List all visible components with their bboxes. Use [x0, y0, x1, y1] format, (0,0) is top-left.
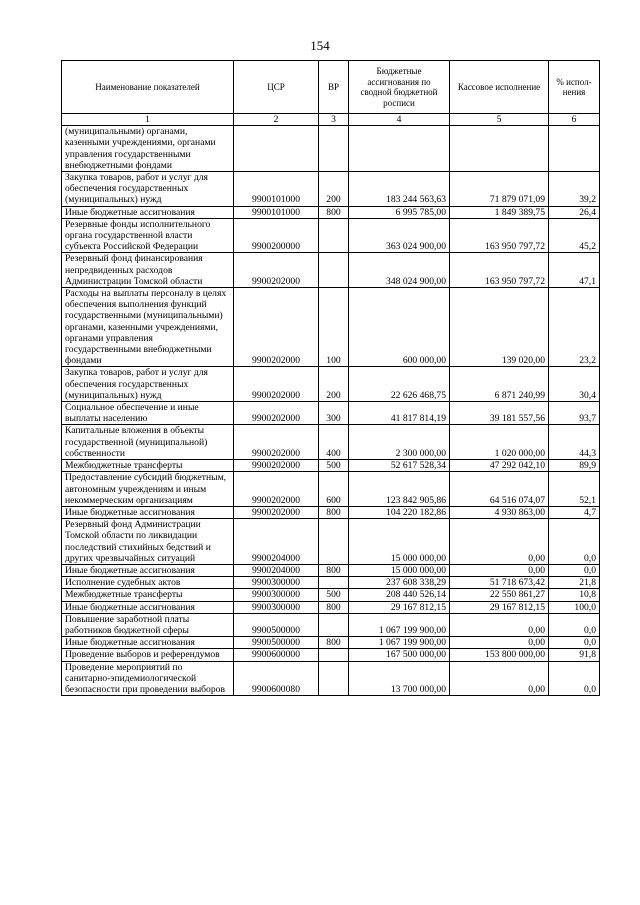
row-name: Закупка товаров, работ и услуг для обеспечения государственных (муниципальных) нужд [62, 172, 234, 207]
table-row [62, 206, 600, 218]
table-row [62, 649, 600, 661]
table-row [62, 172, 600, 207]
row-cash: 39 181 557,56 [450, 402, 549, 425]
row-cash: 139 020,00 [450, 288, 549, 367]
row-name: Иные бюджетные ассигнования [62, 506, 234, 518]
row-budget: 208 440 526,14 [349, 589, 450, 601]
row-cash: 64 516 074,07 [450, 472, 549, 507]
table-row [62, 425, 600, 460]
row-vr [319, 649, 349, 661]
row-budget: 363 024 900,00 [349, 218, 450, 253]
row-cash: 163 950 797,72 [450, 253, 549, 288]
row-name: Иные бюджетные ассигнования [62, 637, 234, 649]
row-vr [319, 577, 349, 589]
row-budget: 123 842 905,86 [349, 472, 450, 507]
row-csr [234, 126, 319, 172]
row-name: Исполнение судебных актов [62, 577, 234, 589]
row-csr: 9900600080 [234, 661, 319, 696]
row-vr: 100 [319, 288, 349, 367]
row-csr: 9900204000 [234, 519, 319, 565]
row-cash: 0,00 [450, 564, 549, 576]
row-budget: 1 067 199 900,00 [349, 613, 450, 636]
row-budget: 15 000 000,00 [349, 564, 450, 576]
row-name: Расходы на выплаты персоналу в целях обеспечения выполнения функций государственными (муниципальными) органами, казенными учреждениями, органами управления государственными внебюджетными фондами [62, 288, 234, 367]
row-csr: 9900600000 [234, 649, 319, 661]
row-vr: 800 [319, 637, 349, 649]
row-vr: 800 [319, 506, 349, 518]
row-csr: 9900202000 [234, 460, 319, 472]
row-percent: 10,8 [549, 589, 600, 601]
row-vr [319, 613, 349, 636]
table-row [62, 519, 600, 565]
row-name: Резервный фонд Администрации Томской области по ликвидации последствий стихийных бедствий и других чрезвычайных ситуаций [62, 519, 234, 565]
row-budget: 600 000,00 [349, 288, 450, 367]
row-cash: 1 020 000,00 [450, 425, 549, 460]
row-vr [319, 253, 349, 288]
column-number: 5 [450, 114, 549, 126]
row-name: Иные бюджетные ассигнования [62, 206, 234, 218]
row-csr: 9900500000 [234, 613, 319, 636]
row-csr: 9900202000 [234, 402, 319, 425]
table-row [62, 613, 600, 636]
table-row [62, 288, 600, 367]
row-percent: 0,0 [549, 564, 600, 576]
header-name: Наименование показателей [62, 61, 234, 114]
row-percent: 23,2 [549, 288, 600, 367]
table-row [62, 402, 600, 425]
row-cash: 0,00 [450, 637, 549, 649]
row-vr: 400 [319, 425, 349, 460]
row-budget: 237 608 338,29 [349, 577, 450, 589]
table-row [62, 506, 600, 518]
row-percent: 0,0 [549, 613, 600, 636]
row-vr: 800 [319, 564, 349, 576]
column-number: 2 [234, 114, 319, 126]
row-percent: 21,8 [549, 577, 600, 589]
column-numbers-row [62, 114, 600, 126]
row-name: Межбюджетные трансферты [62, 460, 234, 472]
row-cash: 29 167 812,15 [450, 601, 549, 613]
row-csr: 9900300000 [234, 589, 319, 601]
row-budget: 41 817 814,19 [349, 402, 450, 425]
row-percent: 52,1 [549, 472, 600, 507]
row-budget: 1 067 199 900,00 [349, 637, 450, 649]
row-percent: 44,3 [549, 425, 600, 460]
row-budget: 104 220 182,86 [349, 506, 450, 518]
row-csr: 9900500000 [234, 637, 319, 649]
table-row [62, 253, 600, 288]
row-percent: 93,7 [549, 402, 600, 425]
row-cash: 22 550 861,27 [450, 589, 549, 601]
row-csr: 9900202000 [234, 472, 319, 507]
row-cash: 1 849 389,75 [450, 206, 549, 218]
row-budget: 13 700 000,00 [349, 661, 450, 696]
header-vr: ВР [319, 61, 349, 114]
table-row [62, 126, 600, 172]
row-cash: 0,00 [450, 519, 549, 565]
row-percent: 39,2 [549, 172, 600, 207]
header-cash: Кассовое исполнение [450, 61, 549, 114]
row-budget: 183 244 563,63 [349, 172, 450, 207]
row-cash: 0,00 [450, 661, 549, 696]
row-name: Повышение заработной платы работников бюджетной сферы [62, 613, 234, 636]
row-csr: 9900202000 [234, 367, 319, 402]
row-percent: 45,2 [549, 218, 600, 253]
row-name: Иные бюджетные ассигнования [62, 564, 234, 576]
row-name: (муниципальными) органами, казенными учреждениями, органами управления государственными внебюджетными фондами [62, 126, 234, 172]
row-cash: 6 871 240,99 [450, 367, 549, 402]
row-name: Предоставление субсидий бюджетным, автономным учреждениям и иным некоммерческим организациям [62, 472, 234, 507]
row-csr: 9900202000 [234, 253, 319, 288]
row-percent: 100,0 [549, 601, 600, 613]
row-budget: 29 167 812,15 [349, 601, 450, 613]
row-csr: 9900204000 [234, 564, 319, 576]
row-cash: 71 879 071,09 [450, 172, 549, 207]
column-number: 6 [549, 114, 600, 126]
row-vr [319, 218, 349, 253]
row-cash: 47 292 042,10 [450, 460, 549, 472]
row-name: Резервный фонд финансирования непредвиденных расходов Администрации Томской области [62, 253, 234, 288]
row-cash: 0,00 [450, 613, 549, 636]
row-percent: 91,8 [549, 649, 600, 661]
row-name: Иные бюджетные ассигнования [62, 601, 234, 613]
row-cash: 4 930 863,00 [450, 506, 549, 518]
row-cash: 51 718 673,42 [450, 577, 549, 589]
row-budget [349, 126, 450, 172]
row-cash: 153 800 000,00 [450, 649, 549, 661]
table-row [62, 577, 600, 589]
row-csr: 9900300000 [234, 601, 319, 613]
page-number: 154 [310, 38, 330, 53]
budget-table [61, 60, 600, 696]
table-row [62, 564, 600, 576]
row-percent: 0,0 [549, 661, 600, 696]
row-vr [319, 661, 349, 696]
row-percent: 0,0 [549, 519, 600, 565]
row-vr: 200 [319, 172, 349, 207]
row-vr [319, 126, 349, 172]
column-number: 4 [349, 114, 450, 126]
row-vr: 600 [319, 472, 349, 507]
table-row [62, 589, 600, 601]
row-csr: 9900300000 [234, 577, 319, 589]
row-budget: 2 300 000,00 [349, 425, 450, 460]
table-row [62, 637, 600, 649]
row-percent: 89,9 [549, 460, 600, 472]
row-csr: 9900202000 [234, 425, 319, 460]
row-budget: 52 617 528,34 [349, 460, 450, 472]
row-vr: 800 [319, 206, 349, 218]
table-row [62, 601, 600, 613]
table-row [62, 218, 600, 253]
column-number: 3 [319, 114, 349, 126]
row-name: Проведение выборов и референдумов [62, 649, 234, 661]
header-csr: ЦСР [234, 61, 319, 114]
row-cash: 163 950 797,72 [450, 218, 549, 253]
row-vr [319, 519, 349, 565]
row-csr: 9900101000 [234, 172, 319, 207]
row-budget: 6 995 785,00 [349, 206, 450, 218]
row-vr: 500 [319, 589, 349, 601]
row-budget: 22 626 468,75 [349, 367, 450, 402]
table-header-row [62, 61, 600, 114]
table-row [62, 661, 600, 696]
table-row [62, 472, 600, 507]
row-percent: 47,1 [549, 253, 600, 288]
row-name: Социальное обеспечение и иные выплаты населению [62, 402, 234, 425]
table-row [62, 460, 600, 472]
row-csr: 9900202000 [234, 506, 319, 518]
row-vr: 800 [319, 601, 349, 613]
row-csr: 9900202000 [234, 288, 319, 367]
row-vr: 300 [319, 402, 349, 425]
row-csr: 9900200000 [234, 218, 319, 253]
row-percent: 26,4 [549, 206, 600, 218]
row-name: Межбюджетные трансферты [62, 589, 234, 601]
row-percent [549, 126, 600, 172]
row-vr: 500 [319, 460, 349, 472]
row-name: Капитальные вложения в объекты государственной (муниципальной) собственности [62, 425, 234, 460]
row-name: Закупка товаров, работ и услуг для обеспечения государственных (муниципальных) нужд [62, 367, 234, 402]
row-percent: 30,4 [549, 367, 600, 402]
row-vr: 200 [319, 367, 349, 402]
row-name: Проведение мероприятий по санитарно-эпидемиологической безопасности при проведении выборов [62, 661, 234, 696]
table-row [62, 367, 600, 402]
row-cash [450, 126, 549, 172]
row-name: Резервные фонды исполнительного органа государственной власти субъекта Российской Федерации [62, 218, 234, 253]
row-budget: 348 024 900,00 [349, 253, 450, 288]
row-budget: 167 500 000,00 [349, 649, 450, 661]
header-percent: % испол-нения [549, 61, 600, 114]
row-percent: 0,0 [549, 637, 600, 649]
row-percent: 4,7 [549, 506, 600, 518]
row-csr: 9900101000 [234, 206, 319, 218]
row-budget: 15 000 000,00 [349, 519, 450, 565]
column-number: 1 [62, 114, 234, 126]
header-budget: Бюджетные ассигнования по сводной бюджетной росписи [349, 61, 450, 114]
